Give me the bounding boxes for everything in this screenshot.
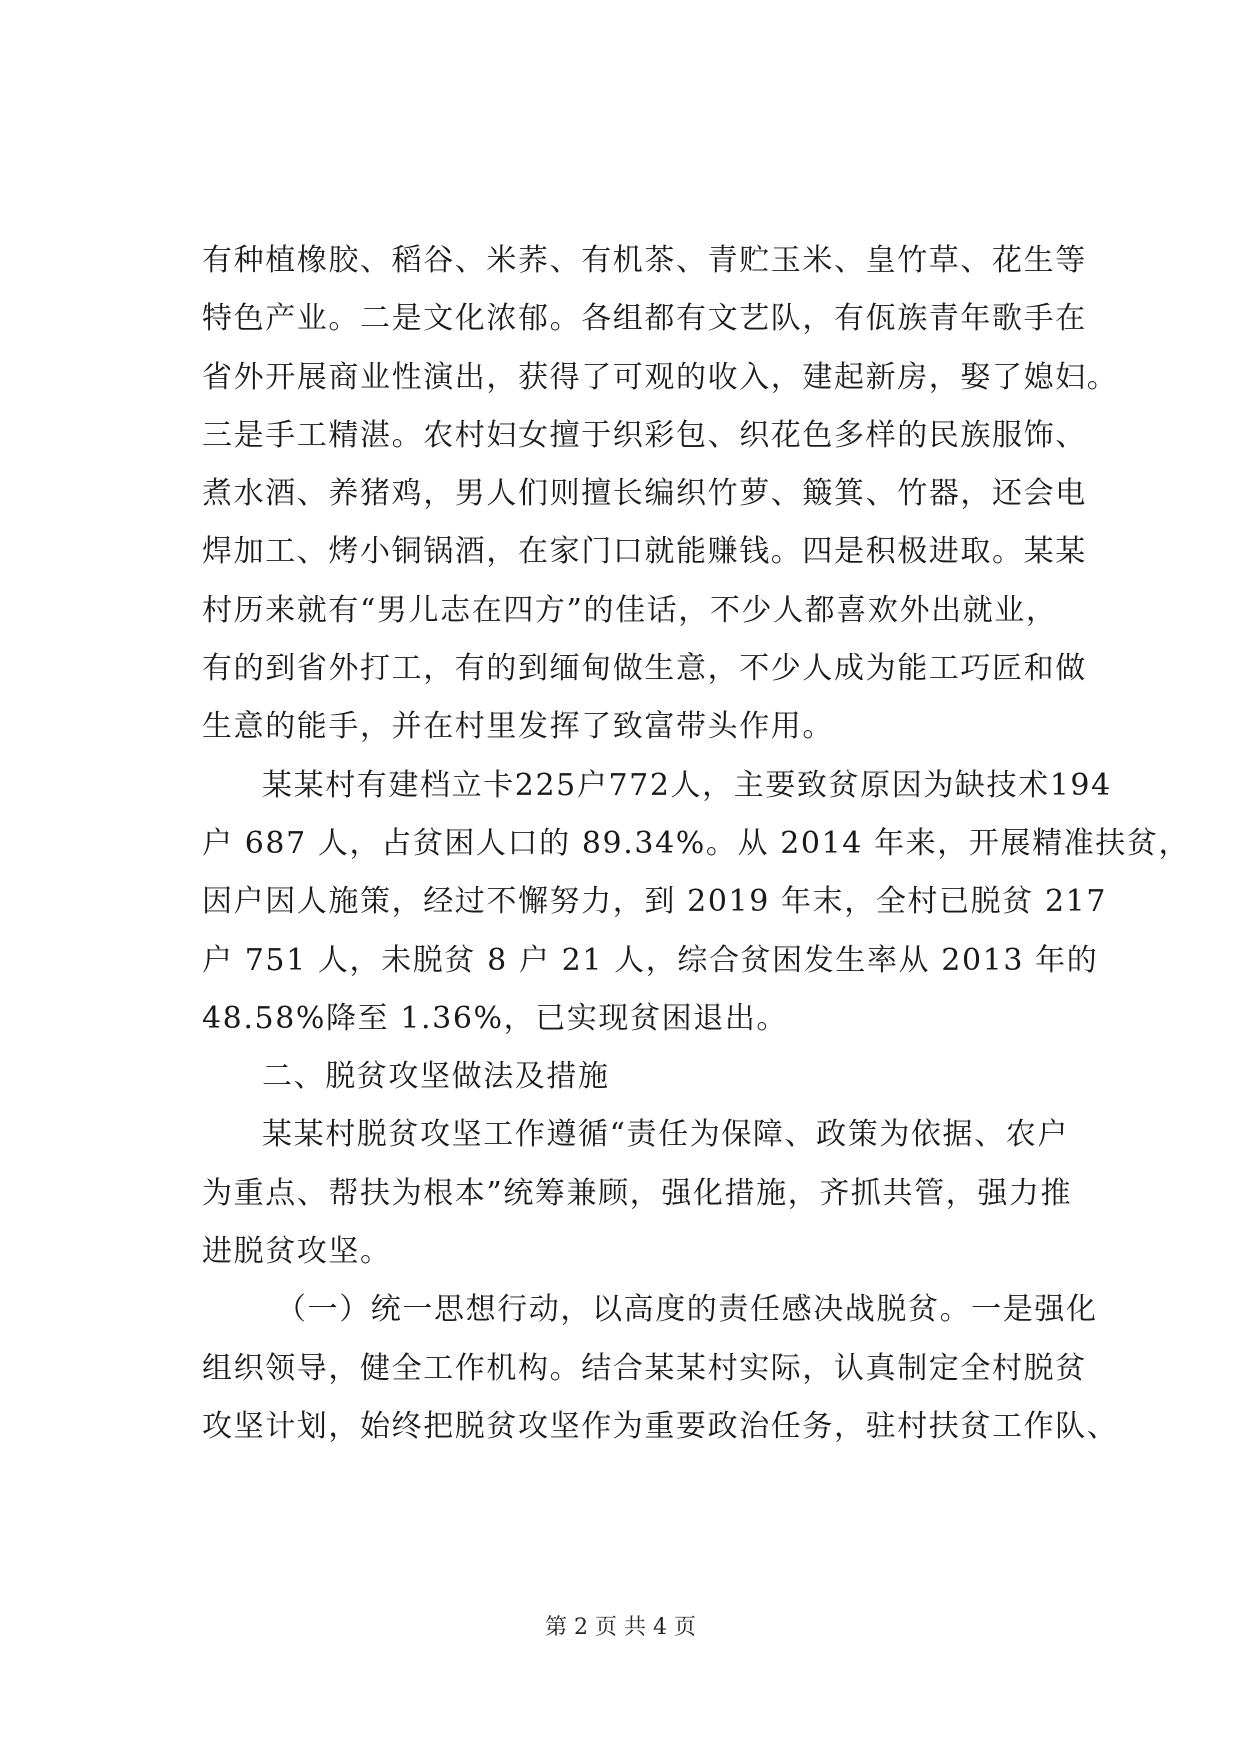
subsection-start-line: （一）统一思想行动，以高度的责任感决战脱贫。一是强化: [276, 1292, 1098, 1328]
text-line: 攻坚计划，始终把脱贫攻坚作为重要政治任务，驻村扶贫工作队、: [202, 1408, 1119, 1444]
text-line: 因户因人施策，经过不懈努力，到 2019 年末，全村已脱贫 217: [202, 884, 1108, 920]
text-line: 生意的能手，并在村里发挥了致富带头作用。: [202, 709, 834, 745]
text-line: 组织领导，健全工作机构。结合某某村实际，认真制定全村脱贫: [202, 1350, 1087, 1386]
text-line: 户 687 人，占贫困人口的 89.34%。从 2014 年来，开展精准扶贫，: [202, 825, 1191, 861]
page-number-footer: 第 2 页 共 4 页: [545, 1615, 696, 1640]
text-line: 为重点、帮扶为根本”统筹兼顾，强化措施，齐抓共管，强力推: [202, 1175, 1073, 1211]
text-line: 有种植橡胶、稻谷、米荞、有机茶、青贮玉米、皇竹草、花生等: [202, 243, 1087, 278]
text-line: 有的到省外打工，有的到缅甸做生意，不少人成为能工巧匠和做: [202, 651, 1087, 687]
text-line: 焊加工、烤小铜锅酒，在家门口就能赚钱。四是积极进取。某某: [202, 534, 1087, 570]
text-line: 三是手工精湛。农村妇女擅于织彩包、织花色多样的民族服饰、: [202, 417, 1087, 453]
paragraph-start-line: 某某村脱贫攻坚工作遵循“责任为保障、政策为依据、农户: [262, 1117, 1069, 1153]
text-line: 村历来就有“男儿志在四方”的佳话，不少人都喜欢外出就业，: [202, 592, 1058, 628]
section-heading: 二、脱贫攻坚做法及措施: [262, 1059, 610, 1095]
text-line: 特色产业。二是文化浓郁。各组都有文艺队，有佤族青年歌手在: [202, 301, 1087, 337]
document-body: [202, 232, 1191, 1456]
text-line: 煮水酒、养猪鸡，男人们则擅长编织竹萝、簸箕、竹器，还会电: [202, 476, 1087, 512]
text-line: 省外开展商业性演出，获得了可观的收入，建起新房，娶了媳妇。: [202, 359, 1119, 395]
text-line: 户 751 人，未脱贫 8 户 21 人，综合贫困发生率从 2013 年的: [202, 942, 1099, 978]
text-line: 进脱贫攻坚。: [202, 1234, 392, 1270]
text-line: 48.58%降至 1.36%，已实现贫困退出。: [202, 1000, 789, 1036]
paragraph-start-line: 某某村有建档立卡225户772人，主要致贫原因为缺技术194: [262, 767, 1112, 803]
